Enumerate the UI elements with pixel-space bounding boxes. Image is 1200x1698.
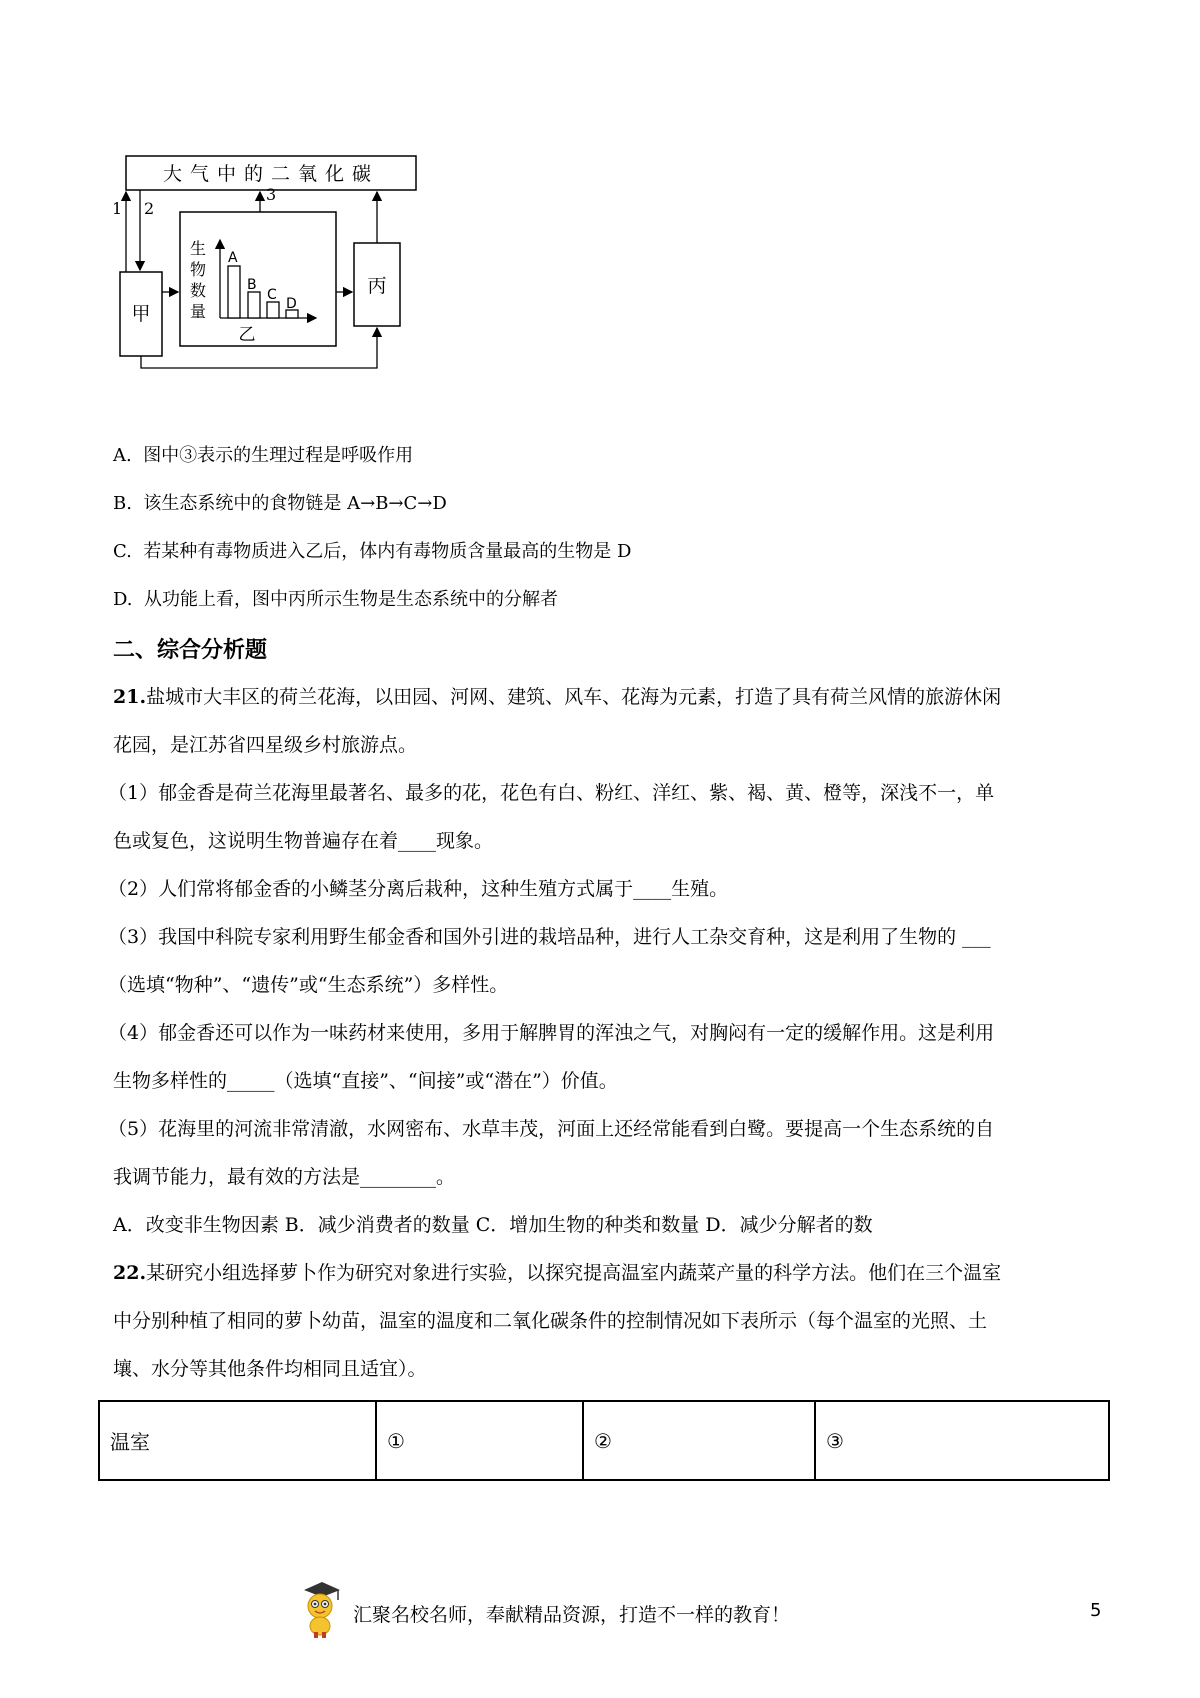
q21-part4-line2: 生物多样性的_____（选填“直接”、“间接”或“潜在”）价值。	[113, 1070, 618, 1092]
q21-part1-line1: （1）郁金香是荷兰花海里最著名、最多的花，花色有白、粉红、洋红、紫、褐、黄、橙等，深浅不一，单	[108, 782, 995, 804]
carbon-cycle-diagram	[110, 150, 440, 410]
q20-option-d	[113, 586, 558, 614]
q21-part5-line1: （5）花海里的河流非常清澈，水网密布、水草丰茂，河面上还经常能看到白鹭。要提高一个生态系统的自	[108, 1118, 995, 1140]
y-axis-char-3: 数	[190, 281, 207, 300]
q21-part3-line1: （3）我国中科院专家利用野生郁金香和国外引进的栽培品种，进行人工杂交育种，这是利用了生物的 ___	[108, 926, 991, 948]
q20-option-a	[113, 442, 413, 470]
bar-b-label: B	[247, 277, 257, 293]
decomposer-label: 丙	[367, 275, 387, 297]
greenhouse-table	[98, 1400, 1110, 1481]
q22-number: 22.	[113, 1262, 147, 1284]
footer-slogan: 汇聚名校名师，奉献精品资源，打造不一样的教育！	[353, 1604, 791, 1626]
q21-part5-options: A．改变非生物因素 B．减少消费者的数量 C．增加生物的种类和数量 D．减少分解者的数	[113, 1214, 873, 1236]
section-title: 二、综合分析题	[113, 638, 268, 663]
q21-part3-line2: （选填“物种”、“遗传”或“生态系统”）多样性。	[108, 974, 509, 996]
bar-b	[248, 292, 260, 318]
q21-stem-line2: 花园，是江苏省四星级乡村旅游点。	[113, 734, 418, 756]
option-text: 若某种有毒物质进入乙后，体内有毒物质含量最高的生物是 D	[143, 541, 632, 562]
q22-stem-line3: 壤、水分等其他条件均相同且适宜）。	[113, 1358, 427, 1380]
consumer-box	[180, 212, 336, 346]
y-axis-char-2: 物	[190, 260, 207, 279]
bar-a	[228, 266, 240, 318]
option-letter: A.	[113, 445, 132, 466]
page-footer	[0, 1580, 1200, 1640]
bar-d-label: D	[286, 296, 297, 312]
q22-stem-line2: 中分别种植了相同的萝卜幼苗，温室的温度和二氧化碳条件的控制情况如下表所示（每个温室的光照、土	[113, 1310, 988, 1332]
table-row	[99, 1401, 1109, 1480]
table-header-cell: 温室	[99, 1401, 376, 1480]
table-header-cell: ③	[815, 1401, 1109, 1480]
mascot-icon	[298, 1580, 342, 1638]
option-text: 图中③表示的生理过程是呼吸作用	[143, 445, 414, 466]
q21-stem-text: 盐城市大丰区的荷兰花海，以田园、河网、建筑、风车、花海为元素，打造了具有荷兰风情的旅游休闲	[146, 686, 1002, 708]
arrow-2-label: 2	[144, 199, 155, 218]
q20-option-b	[113, 490, 447, 518]
option-text: 该生态系统中的食物链是 A→B→C→D	[143, 493, 447, 514]
q21-number: 21.	[113, 686, 147, 708]
atmosphere-co2-label: 大气中的二氧化碳	[162, 163, 380, 185]
bar-c	[267, 302, 279, 318]
arrow-1-label: 1	[112, 199, 123, 218]
y-axis-char-4: 量	[190, 302, 207, 321]
producer-label: 甲	[131, 303, 151, 325]
y-axis-char-1: 生	[190, 239, 207, 258]
option-letter: D.	[113, 589, 133, 610]
q22-stem-text: 某研究小组选择萝卜作为研究对象进行实验，以探究提高温室内蔬菜产量的科学方法。他们在三个温室	[146, 1262, 1002, 1284]
q21-part4-line1: （4）郁金香还可以作为一味药材来使用，多用于解脾胃的浑浊之气，对胸闷有一定的缓解作用。这是利用	[108, 1022, 995, 1044]
q21-part5-line2: 我调节能力，最有效的方法是________。	[113, 1166, 456, 1188]
bar-a-label: A	[228, 250, 238, 266]
q21-stem-line1	[113, 683, 1001, 711]
option-letter: B.	[113, 493, 132, 514]
table-header-cell: ①	[376, 1401, 583, 1480]
arrow-3-label: 3	[266, 185, 277, 204]
bar-c-label: C	[267, 287, 277, 303]
page-number: 5	[1090, 1600, 1102, 1621]
q20-option-c	[113, 538, 631, 566]
option-letter: C.	[113, 541, 132, 562]
table-header-cell: ②	[583, 1401, 815, 1480]
q22-stem-line1	[113, 1259, 1001, 1287]
consumer-label: 乙	[238, 325, 256, 345]
option-text: 从功能上看，图中丙所示生物是生态系统中的分解者	[143, 589, 558, 610]
q21-part2: （2）人们常将郁金香的小鳞茎分离后栽种，这种生殖方式属于____生殖。	[108, 878, 729, 900]
q21-part1-line2: 色或复色，这说明生物普遍存在着____现象。	[113, 830, 494, 852]
